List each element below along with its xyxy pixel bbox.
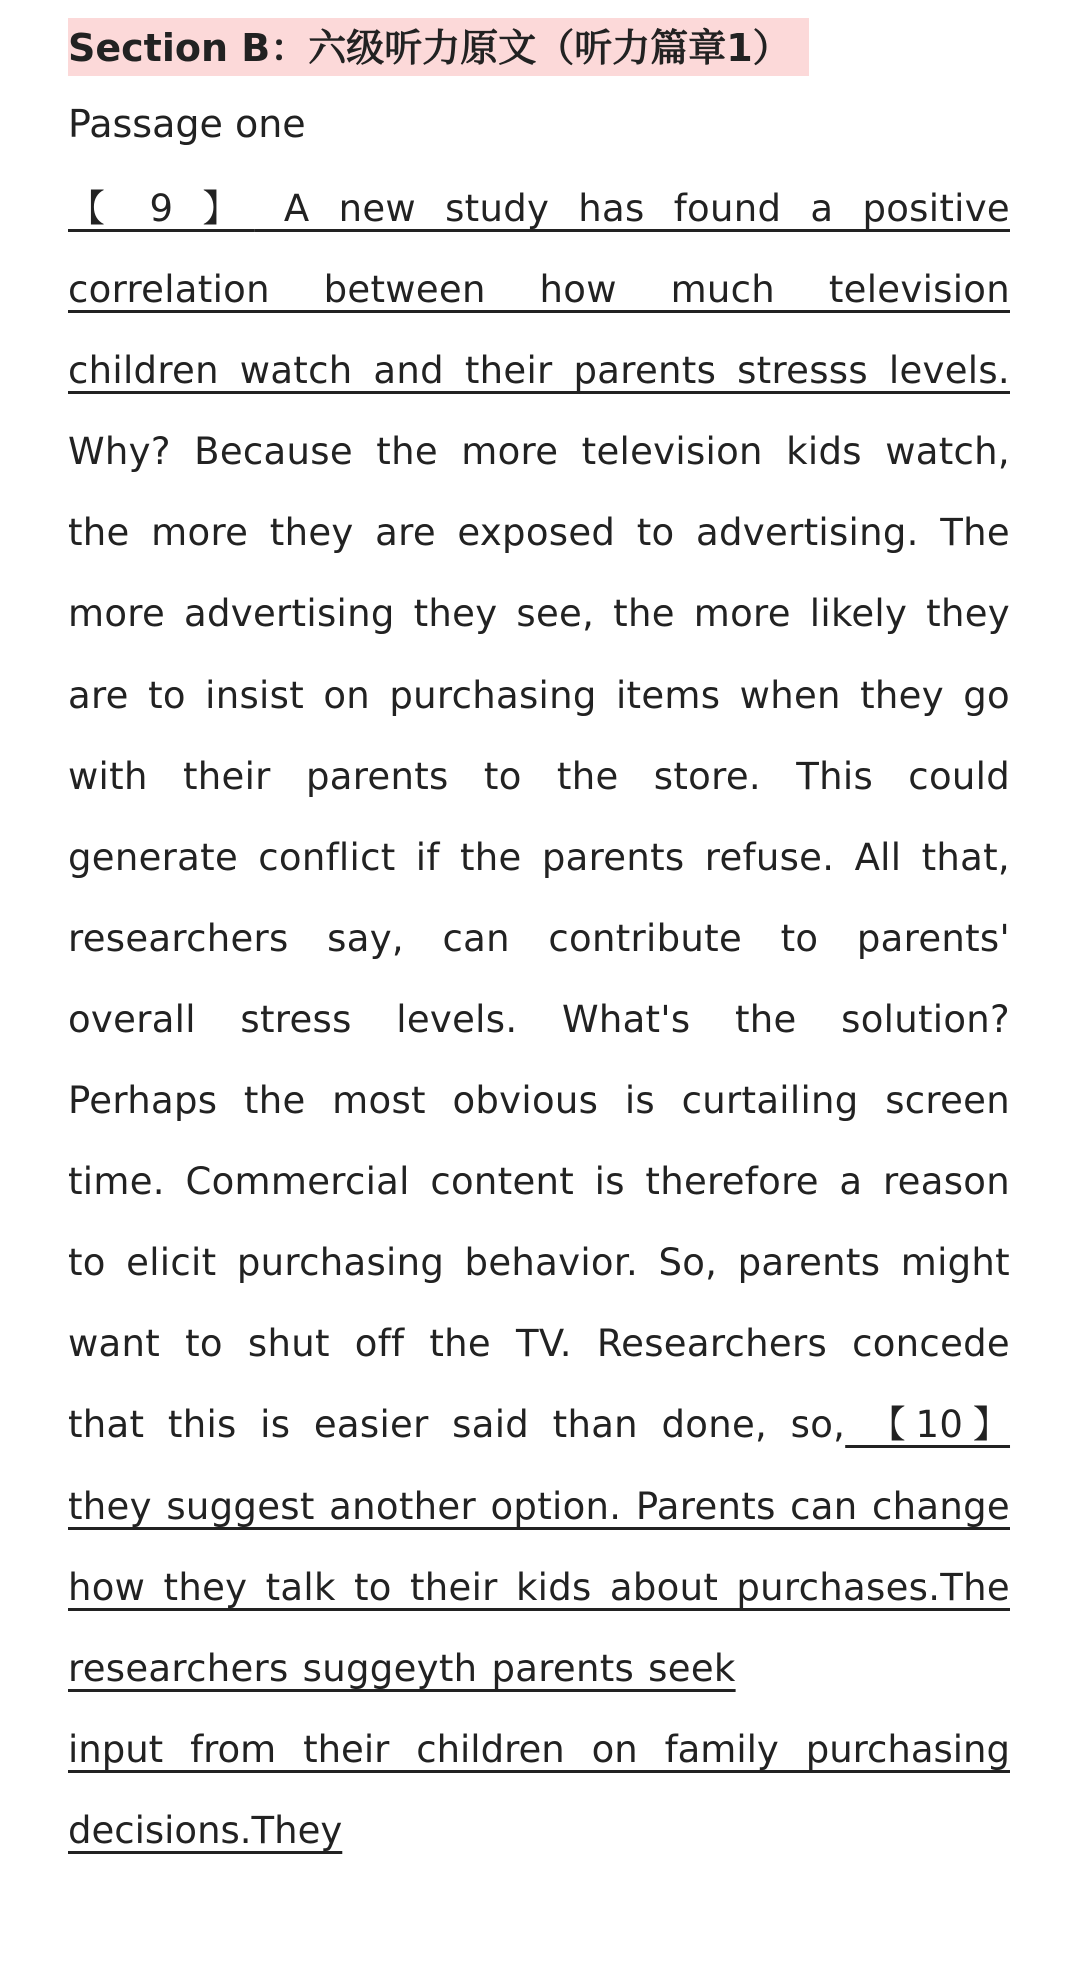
underlined-line-final-1: input from their children on family purchasing <box>68 1727 1010 1771</box>
answer-marker-9: 【 9 】 <box>68 187 255 230</box>
passage-body <box>68 168 1010 1709</box>
document-content <box>68 18 1010 1871</box>
section-title: Section B：六级听力原文（听力篇章1） <box>68 18 809 76</box>
passage-plain-text: Why? Because the more television kids watch, the more they are exposed to advertising. The more advertising they see, the more likely they are to insist on purchasing items when they go with their parents to the store. This could generate conflict if the parents refuse. All that, researchers say, can contribute to parents' overall stress levels. What's the solution? Perhaps the most obvious is curtailing screen time. Commercial content is therefore a reason to elicit purchasing behavior. So, parents might want to shut off the TV. Researchers concede that this is easier said than done, so, <box>68 430 1010 1447</box>
answer-marker-10: 【10】 <box>845 1403 1011 1447</box>
underlined-answer-10: they suggest another option. Parents can change how they talk to their kids about purchases.The researchers suggeyth parents seek <box>68 1484 1010 1690</box>
passage-label: Passage one <box>68 102 306 146</box>
underlined-answer-9: A new study has found a positive correlation between how much television children watch and their parents stresss levels. <box>68 187 1010 393</box>
passage-tail <box>68 1709 1010 1871</box>
underlined-line-final-2: decisions.They <box>68 1808 343 1852</box>
